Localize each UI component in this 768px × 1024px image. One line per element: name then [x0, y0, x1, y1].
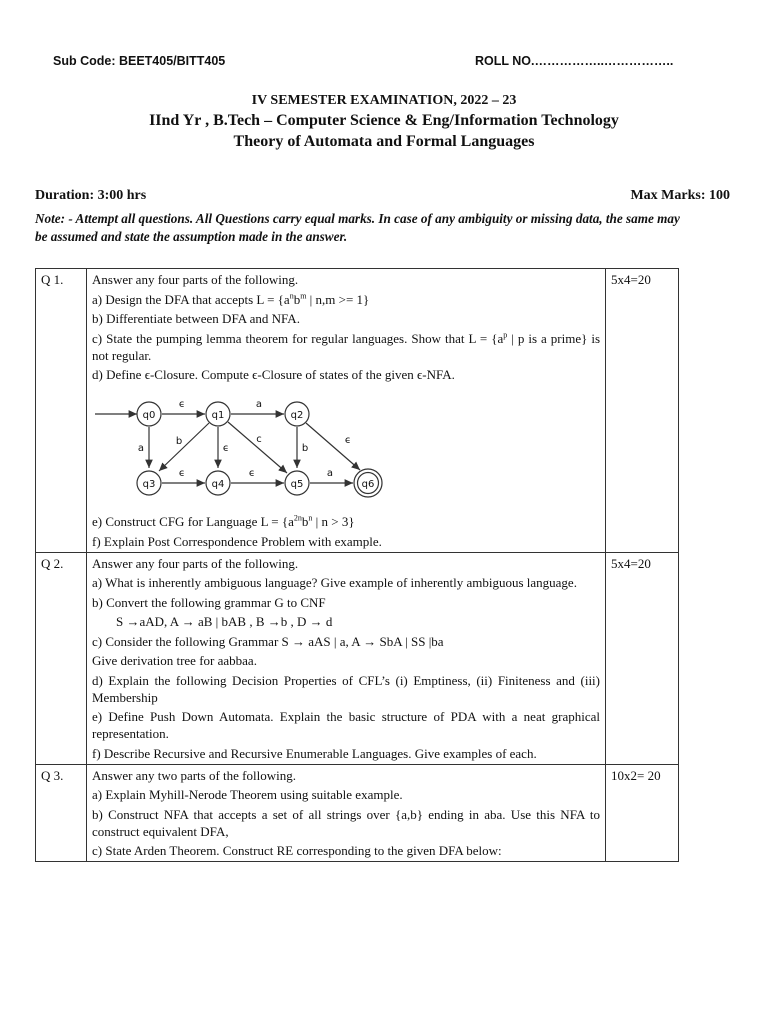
- question-row: [36, 269, 679, 553]
- edge-label: ϵ: [178, 399, 186, 410]
- subject-title: Theory of Automata and Formal Languages: [233, 133, 535, 150]
- edge-label: a: [255, 399, 263, 410]
- course-title: IInd Yr , B.Tech – Computer Science & Eng/Information Technology: [149, 112, 619, 129]
- edge-q2-q6: [306, 423, 360, 470]
- state-label: q2: [290, 410, 304, 421]
- question-number: Q 3.: [36, 764, 87, 862]
- roll-number: ROLL NO.……………..……………..: [475, 54, 674, 68]
- edge-label: b: [175, 436, 183, 447]
- question-part: b) Construct NFA that accepts a set of all strings over {a,b} ending in aba. Use this NFA to construct equivalent DFA,: [92, 806, 600, 839]
- question-body: [87, 764, 606, 862]
- exam-title: IV SEMESTER EXAMINATION, 2022 – 23: [251, 93, 517, 108]
- question-part: f) Explain Post Correspondence Problem with example.: [92, 533, 382, 549]
- edge-label: ϵ: [344, 435, 352, 446]
- question-part: d) Define ϵ-Closure. Compute ϵ-Closure of states of the given ϵ-NFA.: [92, 367, 455, 382]
- question-part: c) Consider the following Grammar S → aAS | a, A → SbA | SS |ba: [92, 633, 444, 649]
- question-part: f) Describe Recursive and Recursive Enumerable Languages. Give examples of each.: [92, 745, 537, 761]
- edge-label: ϵ: [178, 468, 186, 479]
- question-marks: 5x4=20: [606, 552, 679, 764]
- question-part: Give derivation tree for aabbaa.: [92, 653, 257, 668]
- question-number: Q 1.: [36, 269, 87, 553]
- question-row: [36, 764, 679, 862]
- question-part: a) What is inherently ambiguous language? Give example of inherently ambiguous language.: [92, 575, 577, 590]
- state-label: q3: [142, 479, 156, 490]
- question-intro: Answer any two parts of the following.: [92, 767, 296, 783]
- question-marks: 10x2= 20: [606, 764, 679, 862]
- question-intro: Answer any four parts of the following.: [92, 555, 299, 571]
- question-part: c) State the pumping lemma theorem for regular languages. Show that $L = \{a^p$ | p is a prime} is not regular.: [92, 330, 601, 363]
- state-label: q4: [211, 479, 225, 490]
- question-body: [87, 269, 606, 553]
- grammar-rules: S →aAD, A → aB | bAB , B →b , D → d: [116, 614, 333, 629]
- edge-q1-q3: [159, 423, 209, 471]
- question-part: b) Convert the following grammar G to CNF: [92, 594, 326, 610]
- question-part: a) Design the DFA that accepts $L = \{a^nb^m$ | n,m >= 1}: [92, 291, 370, 307]
- question-number: Q 2.: [36, 552, 87, 764]
- edge-label: a: [326, 468, 334, 479]
- edge-label: c: [256, 434, 262, 445]
- edge-label: b: [301, 443, 309, 454]
- state-label: q6: [361, 479, 375, 490]
- question-body: [87, 552, 606, 764]
- state-label: q0: [142, 410, 156, 421]
- edge-label: ϵ: [222, 443, 230, 454]
- question-marks: 5x4=20: [606, 269, 679, 553]
- edge-label: ϵ: [248, 468, 256, 479]
- question-part: d) Explain the following Decision Properties of CFL’s (i) Emptiness, (ii) Finiteness and (iii) Membership: [92, 672, 600, 705]
- epsilon-nfa-diagram: [92, 387, 392, 507]
- question-part: e) Define Push Down Automata. Explain the basic structure of PDA with a neat graphical representation.: [92, 709, 600, 741]
- state-label: q1: [211, 410, 225, 421]
- question-part: b) Differentiate between DFA and NFA.: [92, 311, 300, 326]
- edge-q1-q5: [228, 422, 287, 473]
- state-label: q5: [290, 479, 304, 490]
- question-row: [36, 552, 679, 764]
- subject-code: Sub Code: BEET405/BITT405: [53, 54, 226, 68]
- edge-label: a: [137, 443, 145, 454]
- question-part: c) State Arden Theorem. Construct RE corresponding to the given DFA below:: [92, 843, 502, 858]
- question-table: [35, 268, 679, 862]
- max-marks: Max Marks: 100: [630, 188, 730, 203]
- instructions-note: Note: - Attempt all questions. All Questions carry equal marks. In case of any ambiguity or missing data, the same may be assumed and state the assumption made in the answer.: [35, 211, 680, 244]
- question-part: e) Construct CFG for Language $L = \{a^{2n}b^n$ | n > 3}: [92, 513, 355, 529]
- duration: Duration: 3:00 hrs: [35, 188, 147, 203]
- question-part: a) Explain Myhill-Nerode Theorem using suitable example.: [92, 787, 403, 802]
- question-intro: Answer any four parts of the following.: [92, 272, 299, 287]
